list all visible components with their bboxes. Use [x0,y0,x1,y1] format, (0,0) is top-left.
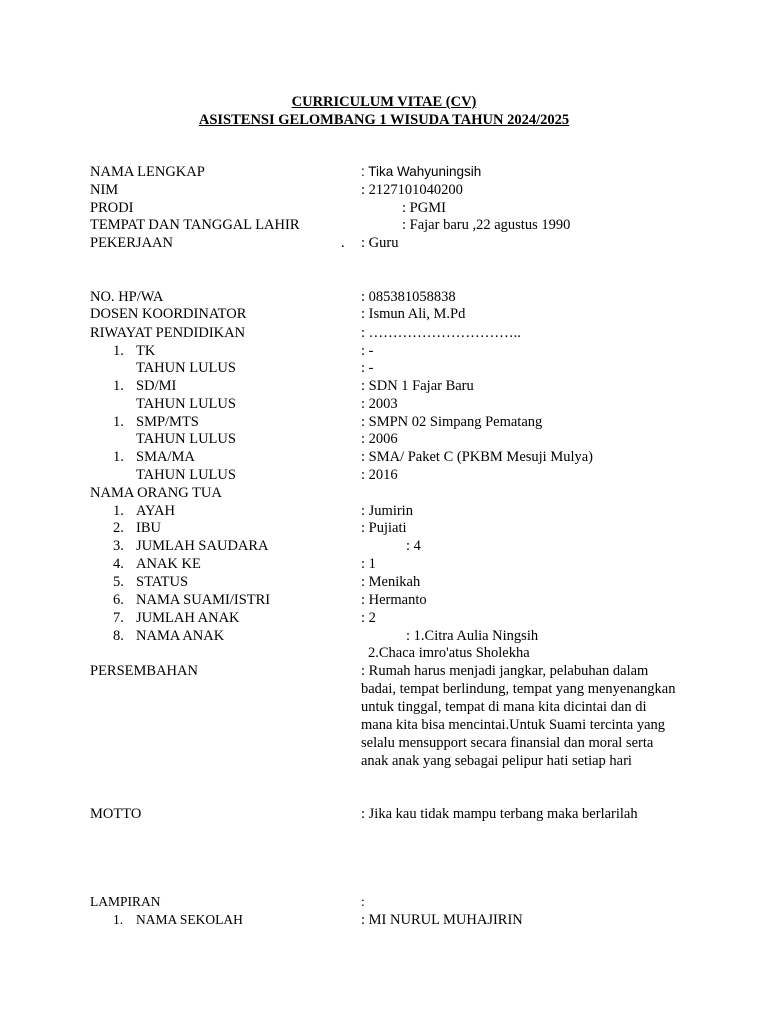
hp-value: : 085381058838 [361,289,456,305]
lampiran-colon: : [361,894,365,909]
family-num: 8. [113,628,124,644]
prodi-label: PRODI [90,200,134,216]
document-subtitle: ASISTENSI GELOMBANG 1 WISUDA TAHUN 2024/2025 [198,112,570,128]
edu-num: 1. [113,414,124,430]
edu-level: SD/MI [136,378,177,394]
lampiran-label: LAMPIRAN [90,894,161,909]
family-num: 2. [113,520,124,536]
family-num: 7. [113,610,124,626]
dosen-label: DOSEN KOORDINATOR [90,306,247,322]
family-num: 5. [113,574,124,590]
motto-value: : Jika kau tidak mampu terbang maka berlarilah [361,806,638,822]
jumlah-saudara-label: JUMLAH SAUDARA [136,538,269,554]
persembahan-label: PERSEMBAHAN [90,663,198,679]
anak-ke-label: ANAK KE [136,556,201,572]
ayah-label: AYAH [136,503,175,519]
nama-lengkap-value: : Tika Wahyuningsih [361,164,482,179]
nama-anak-value: : 1.Citra Aulia Ningsih [406,628,539,644]
riwayat-label: RIWAYAT PENDIDIKAN [90,325,246,341]
orang-tua-label: NAMA ORANG TUA [90,485,222,501]
edu-value: : SMPN 02 Simpang Pematang [361,414,543,430]
ttl-label: TEMPAT DAN TANGGAL LAHIR [90,217,300,233]
lampiran-num: 1. [113,912,124,927]
family-num: 1. [113,503,124,519]
prodi-value: : PGMI [402,200,446,216]
edu-year-label: TAHUN LULUS [136,360,236,376]
status-value: : Menikah [361,574,421,590]
edu-year-value: : 2006 [361,431,398,447]
edu-year-value: : 2003 [361,396,398,412]
edu-year-label: TAHUN LULUS [136,431,236,447]
pekerjaan-dot: . [341,235,345,251]
nama-lengkap-label: NAMA LENGKAP [90,164,205,180]
jumlah-anak-value: : 2 [361,610,376,626]
anak-ke-value: : 1 [361,556,376,572]
nama-anak-label: NAMA ANAK [136,628,225,644]
hp-label: NO. HP/WA [90,289,164,305]
motto-label: MOTTO [90,806,142,822]
edu-num: 1. [113,449,124,465]
edu-level: SMA/MA [136,449,195,465]
family-num: 6. [113,592,124,608]
edu-year-label: TAHUN LULUS [136,467,236,483]
dosen-value: : Ismun Ali, M.Pd [361,306,466,322]
nama-anak-2-value: 2.Chaca imro'atus Sholekha [368,645,530,661]
ibu-value: : Pujiati [361,520,407,536]
nim-label: NIM [90,182,119,198]
edu-year-value: : 2016 [361,467,398,483]
pekerjaan-label: PEKERJAAN [90,235,173,251]
ttl-value: : Fajar baru ,22 agustus 1990 [402,217,571,233]
family-num: 3. [113,538,124,554]
jumlah-saudara-value: : 4 [406,538,421,554]
edu-value: : SDN 1 Fajar Baru [361,378,474,394]
ibu-label: IBU [136,520,161,536]
nim-value: : 2127101040200 [361,182,463,198]
edu-year-value: : - [361,360,374,376]
suami-istri-label: NAMA SUAMI/ISTRI [136,592,271,608]
edu-value: : - [361,343,374,359]
edu-num: 1. [113,343,124,359]
edu-year-label: TAHUN LULUS [136,396,236,412]
family-num: 4. [113,556,124,572]
edu-level: SMP/MTS [136,414,199,430]
jumlah-anak-label: JUMLAH ANAK [136,610,240,626]
status-label: STATUS [136,574,189,590]
suami-istri-value: : Hermanto [361,592,427,608]
persembahan-text: : Rumah harus menjadi jangkar, pelabuhan dalam badai, tempat berlindung, tempat yang menyenangkan untuk tinggal, tempat di mana kita dicintai dan di mana kita bisa mencintai.Untuk Suami tercinta yang selalu mensupport secara finansial dan moral serta anak anak yang sebagai pelipur hati setiap hari [361,663,676,769]
edu-num: 1. [113,378,124,394]
nama-sekolah-value: : MI NURUL MUHAJIRIN [361,912,523,928]
ayah-value: : Jumirin [361,503,413,519]
edu-level: TK [136,343,156,359]
document-title: CURRICULUM VITAE (CV) [291,94,477,110]
edu-value: : SMA/ Paket C (PKBM Mesuji Mulya) [361,449,594,465]
nama-sekolah-label: NAMA SEKOLAH [136,912,243,927]
pekerjaan-value: : Guru [361,235,399,251]
riwayat-value: : ………………………….. [361,325,521,341]
